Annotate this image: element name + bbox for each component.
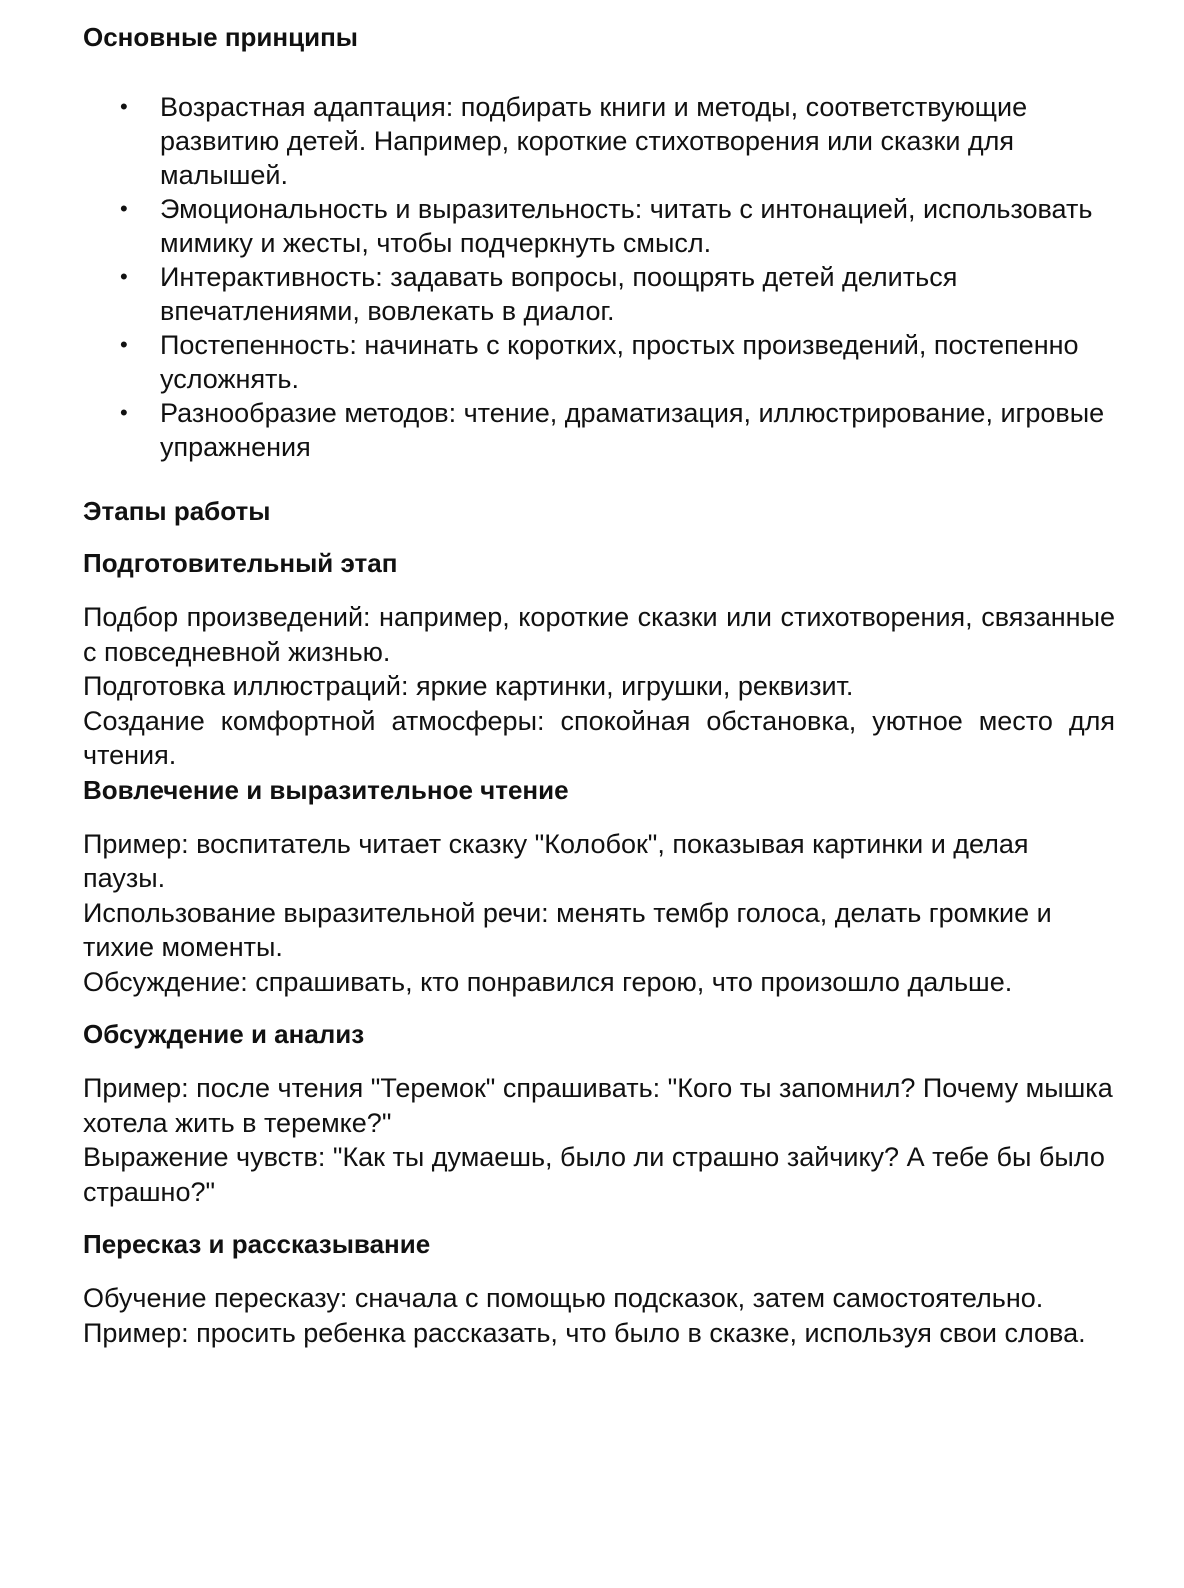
prep-paragraph-1: Подбор произведений: например, короткие сказки или стихотворения, связанные с повседневной жизнью. — [83, 602, 1115, 667]
list-item-text: Разнообразие методов: чтение, драматизация, иллюстрирование, игровые упражнения — [160, 398, 1105, 462]
reading-paragraph-3: Обсуждение: спрашивать, кто понравился герою, что произошло дальше. — [83, 966, 1013, 997]
retelling-paragraph-1: Обучение пересказу: сначала с помощью подсказок, затем самостоятельно. — [83, 1283, 1044, 1313]
discussion-paragraph-2: Выражение чувств: "Как ты думаешь, было ли страшно зайчику? А тебе бы было страшно?" — [83, 1142, 1105, 1207]
bullet-icon: • — [120, 264, 128, 289]
prep-paragraph-2: Подготовка иллюстраций: яркие картинки, игрушки, реквизит. — [83, 671, 854, 701]
list-item-text: Возрастная адаптация: подбирать книги и методы, соответствующие развитию детей. Например, короткие стихотворения или сказки для малышей. — [160, 92, 1028, 190]
retelling-paragraph-2: Пример: просить ребенка рассказать, что было в сказке, используя свои слова. — [83, 1317, 1086, 1348]
reading-paragraph-1: Пример: воспитатель читает сказку "Колобок", показывая картинки и делая паузы. — [83, 828, 1029, 893]
list-item — [83, 90, 1115, 192]
principles-heading: Основные принципы — [83, 22, 358, 52]
list-item — [83, 192, 1115, 260]
reading-heading: Вовлечение и выразительное чтение — [83, 774, 569, 805]
bullet-icon: • — [120, 196, 128, 221]
bullet-icon: • — [120, 332, 128, 357]
list-item — [83, 328, 1115, 396]
document-page — [83, 20, 1115, 1350]
list-item-text: Интерактивность: задавать вопросы, поощрять детей делиться впечатлениями, вовлекать в диалог. — [160, 262, 958, 326]
discussion-paragraph-1: Пример: после чтения "Теремок" спрашивать: "Кого ты запомнил? Почему мышка хотела жить в теремке?" — [83, 1073, 1113, 1138]
retelling-heading: Пересказ и рассказывание — [83, 1229, 431, 1259]
list-item — [83, 260, 1115, 328]
bullet-icon: • — [120, 400, 128, 425]
prep-heading: Подготовительный этап — [83, 548, 398, 578]
bullet-icon: • — [120, 94, 128, 119]
discussion-heading: Обсуждение и анализ — [83, 1019, 365, 1049]
list-item-text: Эмоциональность и выразительность: читать с интонацией, использовать мимику и жесты, чтобы подчеркнуть смысл. — [160, 194, 1093, 258]
principles-list — [83, 90, 1115, 464]
stages-heading: Этапы работы — [83, 496, 271, 526]
prep-paragraph-3: Создание комфортной атмосферы: спокойная обстановка, уютное место для чтения. — [83, 705, 1115, 770]
list-item-text: Постепенность: начинать с коротких, простых произведений, постепенно усложнять. — [160, 330, 1079, 394]
reading-paragraph-2: Использование выразительной речи: менять тембр голоса, делать громкие и тихие моменты. — [83, 897, 1052, 962]
list-item — [83, 396, 1115, 464]
